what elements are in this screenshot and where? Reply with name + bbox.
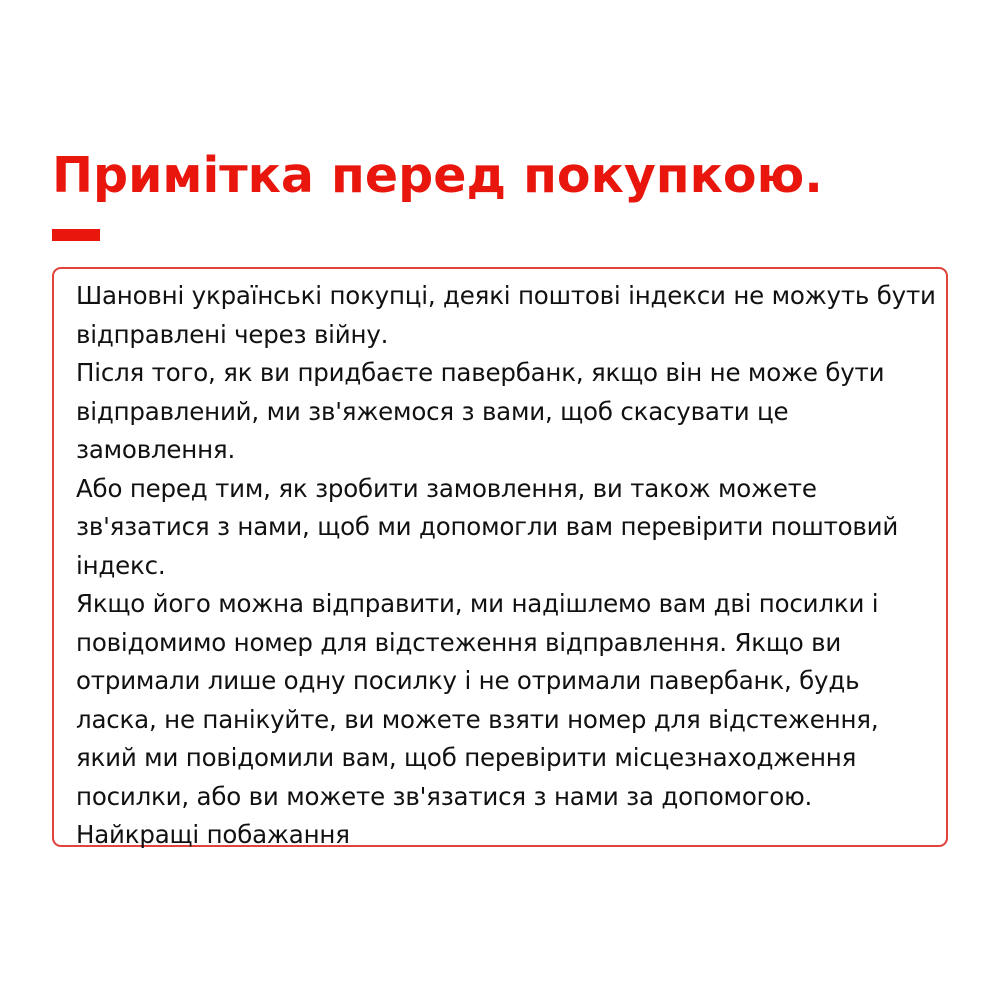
title-accent-bar	[52, 229, 100, 241]
notice-paragraph-3: Або перед тим, як зробити замовлення, ви також можете зв'язатися з нами, щоб ми допомогли вам перевірити поштовий індекс.	[76, 473, 899, 580]
notice-paragraph-4: Якщо його можна відправити, ми надішлемо вам дві посилки і повідомимо номер для відстеження відправлення. Якщо ви отримали лише одну посилку і не отримали павербанк, будь ласка, не панікуйте, ви можете взяти номер для відстеження, який ми повідомили вам, щоб перевірити місцезнаходження посилки, або ви можете зв'язатися з нами за допомогою.	[76, 589, 879, 811]
notice-text	[76, 277, 936, 855]
notice-paragraph-1: Шановні українські покупці, деякі поштові індекси не можуть бути відправлені через війну.	[76, 281, 936, 349]
notice-box	[52, 267, 948, 847]
notice-signoff: Найкращі побажання	[76, 820, 350, 849]
notice-paragraph-2: Після того, як ви придбаєте павербанк, якщо він не може бути відправлений, ми зв'яжемося з вами, щоб скасувати це замовлення.	[76, 358, 885, 464]
page-title: Примітка перед покупкою.	[52, 147, 823, 204]
